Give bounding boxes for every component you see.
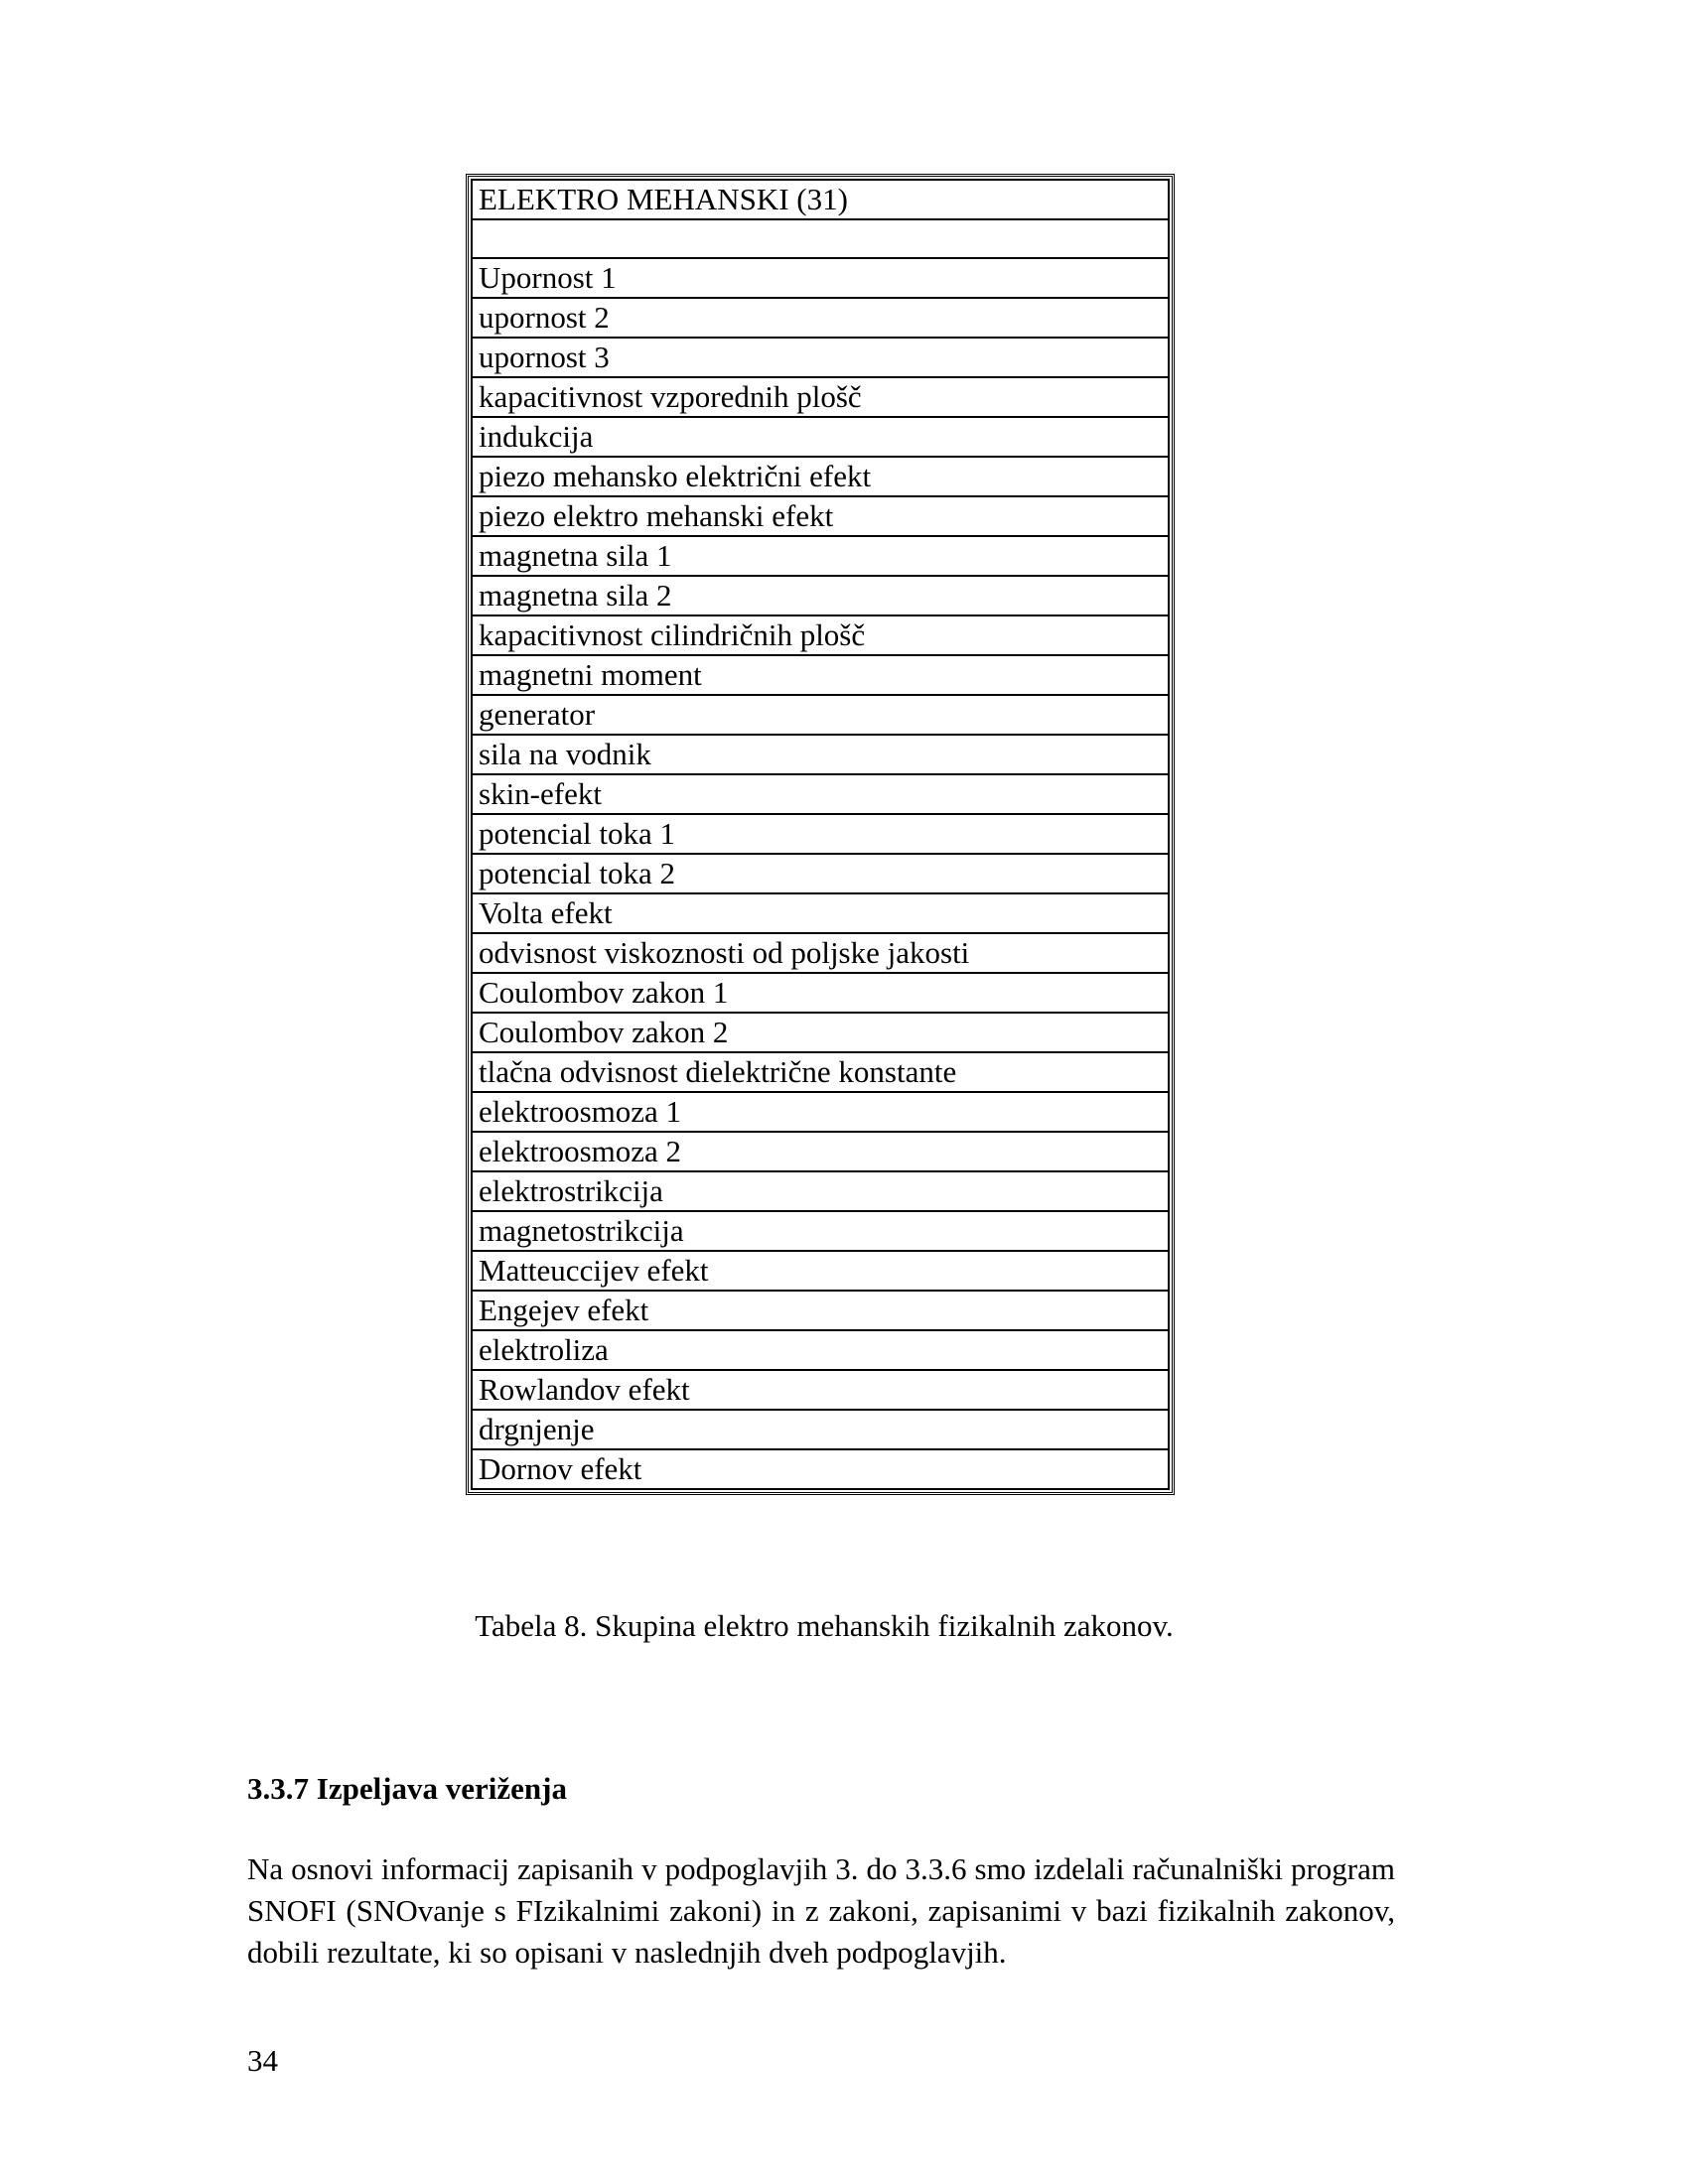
table-cell: piezo mehansko električni efekt: [472, 457, 1169, 496]
table-cell: kapacitivnost vzporednih plošč: [472, 377, 1169, 417]
table-row: [472, 1171, 1169, 1211]
table-row: [472, 695, 1169, 735]
table-row: [472, 219, 1169, 258]
table-cell: magnetni moment: [472, 655, 1169, 695]
table-cell: magnetna sila 2: [472, 576, 1169, 615]
table-row: [472, 258, 1169, 298]
table-row: [472, 774, 1169, 814]
table-cell: indukcija: [472, 417, 1169, 457]
table-row: [472, 417, 1169, 457]
table-cell: Coulombov zakon 1: [472, 973, 1169, 1013]
table-row: [472, 457, 1169, 496]
table-row: [472, 854, 1169, 893]
table-cell: upornost 3: [472, 338, 1169, 377]
table-caption: Tabela 8. Skupina elektro mehanskih fizikalnih zakonov.: [475, 1608, 1174, 1643]
table-cell: sila na vodnik: [472, 735, 1169, 774]
table-cell: elektroliza: [472, 1330, 1169, 1370]
table-cell: [472, 219, 1169, 258]
table-cell: Coulombov zakon 2: [472, 1013, 1169, 1052]
table-row: [472, 1449, 1169, 1489]
table-cell: Volta efekt: [472, 893, 1169, 933]
table-row: [472, 576, 1169, 615]
table-row: [472, 1251, 1169, 1291]
table-cell: elektroosmoza 1: [472, 1092, 1169, 1132]
table-row: [472, 1410, 1169, 1449]
table-header-cell: ELEKTRO MEHANSKI (31): [472, 180, 1169, 219]
table-cell: Matteuccijev efekt: [472, 1251, 1169, 1291]
table-row: [472, 536, 1169, 576]
table-row: [472, 1370, 1169, 1410]
table-row: [472, 1291, 1169, 1330]
table-cell: generator: [472, 695, 1169, 735]
table-cell: elektrostrikcija: [472, 1171, 1169, 1211]
laws-table-frame: [466, 174, 1175, 1495]
table-row: [472, 1330, 1169, 1370]
table-cell: tlačna odvisnost dielektrične konstante: [472, 1052, 1169, 1092]
table-row: [472, 655, 1169, 695]
table-row: [472, 298, 1169, 338]
table-row: [472, 1013, 1169, 1052]
table-row: [472, 1211, 1169, 1251]
table-cell: Upornost 1: [472, 258, 1169, 298]
table-cell: Engejev efekt: [472, 1291, 1169, 1330]
table-row: [472, 338, 1169, 377]
table-row: [472, 1092, 1169, 1132]
table-header-row: [472, 180, 1169, 219]
table-cell: Rowlandov efekt: [472, 1370, 1169, 1410]
table-row: [472, 933, 1169, 973]
table-cell: kapacitivnost cilindričnih plošč: [472, 615, 1169, 655]
table-cell: skin-efekt: [472, 774, 1169, 814]
page-number: 34: [247, 2043, 278, 2078]
table-cell: potencial toka 2: [472, 854, 1169, 893]
table-row: [472, 814, 1169, 854]
table-row: [472, 377, 1169, 417]
table-row: [472, 973, 1169, 1013]
table-cell: odvisnost viskoznosti od poljske jakosti: [472, 933, 1169, 973]
table-cell: potencial toka 1: [472, 814, 1169, 854]
laws-table: [471, 179, 1170, 1490]
table-cell: upornost 2: [472, 298, 1169, 338]
table-cell: Dornov efekt: [472, 1449, 1169, 1489]
table-cell: piezo elektro mehanski efekt: [472, 496, 1169, 536]
table-cell: magnetostrikcija: [472, 1211, 1169, 1251]
table-cell: drgnjenje: [472, 1410, 1169, 1449]
table-row: [472, 615, 1169, 655]
table-row: [472, 735, 1169, 774]
table-row: [472, 496, 1169, 536]
table-cell: elektroosmoza 2: [472, 1132, 1169, 1171]
section-heading: 3.3.7 Izpeljava veriženja: [247, 1771, 567, 1806]
table-cell: magnetna sila 1: [472, 536, 1169, 576]
table-row: [472, 1132, 1169, 1171]
body-paragraph: Na osnovi informacij zapisanih v podpoglavjih 3. do 3.3.6 smo izdelali računalniški program SNOFI (SNOvanje s FIzikalnimi zakoni) in z zakoni, zapisanimi v bazi fizikalnih zakonov, dobili rezultate, ki so opisani v naslednjih dveh podpoglavjih.: [247, 1851, 1395, 1970]
table-row: [472, 893, 1169, 933]
table-row: [472, 1052, 1169, 1092]
